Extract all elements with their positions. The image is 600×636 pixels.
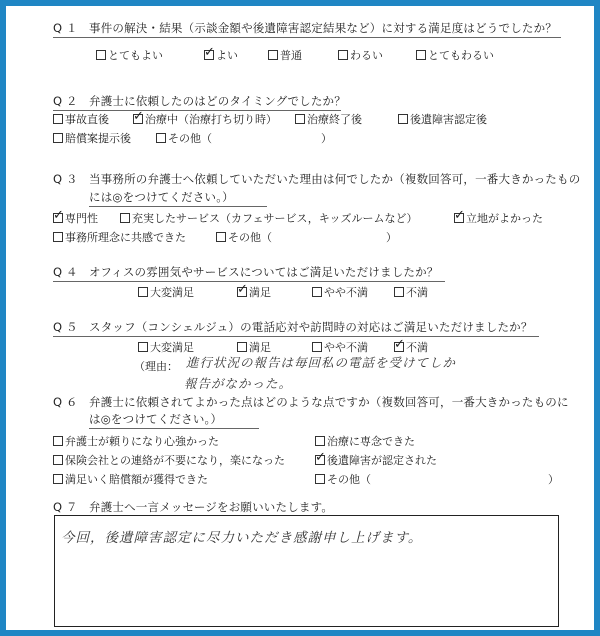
checkbox[interactable] [398,114,408,124]
q6-option-1[interactable]: 弁護士が頼りになり心強かった [53,433,219,449]
q2-option-1[interactable]: 事故直後 [53,111,109,127]
q4-option-2[interactable]: ✓ 満足 [237,284,271,300]
checkbox[interactable] [315,474,325,484]
q2-option-2[interactable]: ✓ 治療中（治療打ち切り時） [133,111,277,127]
q3-option-2[interactable]: 充実したサービス（カフェサービス，キッズルームなど） [120,210,418,226]
q3-rule [89,206,267,207]
checkbox[interactable] [312,342,322,352]
message-text: 今回，後遺障害認定に尽力いただき感謝申し上げます。 [61,530,423,546]
q6-option-6[interactable]: その他（ [315,471,371,487]
checkbox[interactable] [53,232,63,242]
checkbox[interactable] [416,50,426,60]
checkbox[interactable] [53,133,63,143]
q6-title: Q６ 弁護士に依頼されてよかった点はどのような点ですか（複数回答可，一番大きかったものに [53,395,569,409]
q5-reason-line-2: 報告がなかった。 [184,376,293,391]
checkbox-checked[interactable] [315,455,325,465]
checkbox[interactable] [53,474,63,484]
q1-rule [53,37,561,38]
q4-option-3[interactable]: やや不満 [312,284,368,300]
q3-option-3[interactable]: ✓ 立地がよかった [454,210,543,226]
q6-option-2[interactable]: 治療に専念できた [315,433,415,449]
checkbox[interactable] [315,436,325,446]
q5-option-2[interactable]: 満足 [237,339,271,355]
checkbox[interactable] [268,50,278,60]
checkbox[interactable] [53,455,63,465]
q5-option-4[interactable]: ✓ 不満 [394,339,428,355]
q2-option-5[interactable]: 賠償案提示後 [53,130,131,146]
checkbox-checked[interactable] [53,213,63,223]
q6-option-5[interactable]: 満足いく賠償額が獲得できた [53,471,208,487]
q6-title-cont: は◎をつけてください。） [89,412,223,426]
checkbox[interactable] [96,50,106,60]
checkbox[interactable] [216,232,226,242]
survey-sheet [6,6,594,630]
q2-option-6[interactable]: その他（ [156,130,212,146]
checkbox[interactable] [312,287,322,297]
checkbox-checked[interactable] [394,342,404,352]
checkbox-checked[interactable] [237,287,247,297]
checkbox[interactable] [394,287,404,297]
q6-rule [89,428,259,429]
q5-reason-label: （理由： [134,360,178,373]
checkbox[interactable] [53,436,63,446]
q4-option-4[interactable]: 不満 [394,284,428,300]
checkbox-checked[interactable] [133,114,143,124]
checkbox[interactable] [338,50,348,60]
checkbox[interactable] [237,342,247,352]
q2-close-paren: ） [321,132,332,145]
q5-rule [53,336,539,337]
q3-option-4[interactable]: 事務所理念に共感できた [53,229,186,245]
q1-option-5[interactable]: とてもわるい [416,47,494,63]
q3-title: Q３ 当事務所の弁護士へ依頼していただいた理由は何でしたか（複数回答可，一番大きかったもの [53,172,581,186]
q5-option-3[interactable]: やや不満 [312,339,368,355]
q4-title: Q４ オフィスの雰囲気やサービスについてはご満足いただけましたか？ [53,265,439,279]
checkbox[interactable] [156,133,166,143]
q6-close-paren: ） [548,473,559,486]
q3-option-5[interactable]: その他（ [216,229,272,245]
checkbox[interactable] [138,342,148,352]
q3-title-cont: には◎をつけてください。） [89,190,234,204]
q2-title: Q２ 弁護士に依頼したのはどのタイミングでしたか？ [53,94,346,108]
q6-option-4[interactable]: ✓ 後遺障害が認定された [315,452,437,468]
q5-reason-line-1: 進行状況の報告は毎回私の電話を受けてしか [186,355,457,370]
checkbox-checked[interactable] [204,50,214,60]
q5-title: Q５ スタッフ（コンシェルジュ）の電話応対や訪問時の対応はご満足いただけましたか？ [53,320,533,334]
checkbox[interactable] [138,287,148,297]
q4-rule [53,281,445,282]
q1-title: Q１ 事件の解決・結果（示談金額や後遺障害認定結果など）に対する満足度はどうでしたか？ [53,21,557,35]
q1-option-1[interactable]: とてもよい [96,47,163,63]
q4-option-1[interactable]: 大変満足 [138,284,194,300]
q1-option-4[interactable]: わるい [338,47,383,63]
checkbox[interactable] [120,213,130,223]
checkbox[interactable] [53,114,63,124]
checkbox-checked[interactable] [454,213,464,223]
q1-option-3[interactable]: 普通 [268,47,302,63]
q3-option-1[interactable]: ✓専門性 [53,210,98,226]
q5-option-1[interactable]: 大変満足 [138,339,194,355]
q1-option-2[interactable]: ✓ よい [204,47,238,63]
checkbox[interactable] [295,114,305,124]
q2-option-3[interactable]: 治療終了後 [295,111,362,127]
q6-option-3[interactable]: 保険会社との連絡が不要になり，楽になった [53,452,285,468]
q2-option-4[interactable]: 後遺障害認定後 [398,111,487,127]
q3-close-paren: ） [386,231,397,244]
message-box[interactable] [54,515,559,627]
q7-title: Q７ 弁護士へ一言メッセージをお願いいたします。 [53,500,334,514]
